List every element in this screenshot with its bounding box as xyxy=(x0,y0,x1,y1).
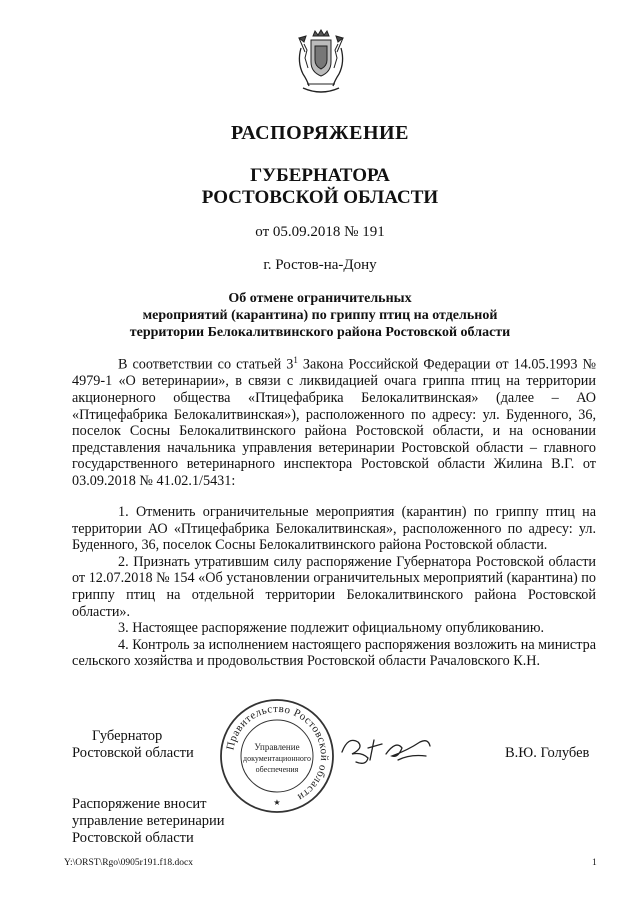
submitted-by-line-3: Ростовской области xyxy=(72,830,194,846)
subject-title xyxy=(0,290,640,341)
issuer-line-2: РОСТОВСКОЙ ОБЛАСТИ xyxy=(201,187,439,208)
submitted-by-line-1: Распоряжение вносит xyxy=(72,796,207,812)
page-number: 1 xyxy=(592,858,597,868)
date-number: от 05.09.2018 № 191 xyxy=(255,224,385,240)
document-type: РАСПОРЯЖЕНИЕ xyxy=(231,122,409,144)
signatory-title-1: Губернатор xyxy=(92,728,163,744)
preamble xyxy=(72,352,596,489)
item-1: 1. Отменить ограничительные мероприятия (карантин) по гриппу птиц на территории АО «Птицефабрика Белокалитвинская», расположенного по адресу: ул. Буденного, 36, поселок Сосны Белокалитвинского района Ростовской области. xyxy=(72,504,596,554)
stamp-ring-text: Правительство Ростовской области xyxy=(224,702,331,804)
preamble-superscript: 1 xyxy=(293,355,298,365)
stamp-center-line-2: документационного xyxy=(243,754,311,763)
submitted-by-line-2: управление ветеринарии xyxy=(72,813,225,829)
items-list xyxy=(72,504,596,670)
signatory-title-2: Ростовской области xyxy=(72,745,194,761)
item-4: 4. Контроль за исполнением настоящего распоряжения возложить на министра сельского хозяйства и продовольствия Ростовской области Рачаловского К.Н. xyxy=(72,636,596,670)
preamble-text-b: Закона Российской Федерации от 14.05.1993 № 4979-1 «О ветеринарии», в связи с ликвидацией очага гриппа птиц на территории акционерного общества «Птицефабрика Белокалитвинская» (далее – АО «Птицефабрика Белокалитвинская»), расположенного по адресу: ул. Буденного, 36, поселок Сосны Белокалитвинского района Ростовской области, и на основании представления начальника управления ветеринарии Ростовской области – главного государственного ветеринарного инспектора Ростовской области Жилина В.Г. от 03.09.2018 № 41.02.1/5431: xyxy=(72,356,596,489)
signatory-name: В.Ю. Голубев xyxy=(505,745,590,761)
issuer-line-1: ГУБЕРНАТОРА xyxy=(250,165,390,186)
file-path: Y:\ORST\Rgo\0905r191.f18.docx xyxy=(64,858,193,868)
handwritten-signature xyxy=(338,730,438,770)
svg-text:★: ★ xyxy=(273,798,281,807)
coat-of-arms-icon xyxy=(295,28,347,98)
issue-place: г. Ростов-на-Дону xyxy=(263,257,377,273)
subject-line-2: мероприятий (карантина) по гриппу птиц на отдельной xyxy=(142,308,498,323)
item-3: 3. Настоящее распоряжение подлежит официальному опубликованию. xyxy=(118,620,545,637)
stamp-center-line-3: обеспечения xyxy=(255,765,299,774)
item-2: 2. Признать утратившим силу распоряжение Губернатора Ростовской области от 12.07.2018 № 154 «Об установлении ограничительных мероприятий (карантина) по гриппу птиц на отдельной территории Белокалитвинского района Ростовской области». xyxy=(72,553,596,620)
official-stamp xyxy=(218,697,336,815)
subject-line-1: Об отмене ограничительных xyxy=(228,291,412,306)
submitted-by xyxy=(72,796,225,847)
preamble-text-a: В соответствии со статьей 3 xyxy=(118,356,294,373)
subject-line-3: территории Белокалитвинского района Ростовской области xyxy=(129,325,511,340)
stamp-center-line-1: Управление xyxy=(254,742,300,752)
